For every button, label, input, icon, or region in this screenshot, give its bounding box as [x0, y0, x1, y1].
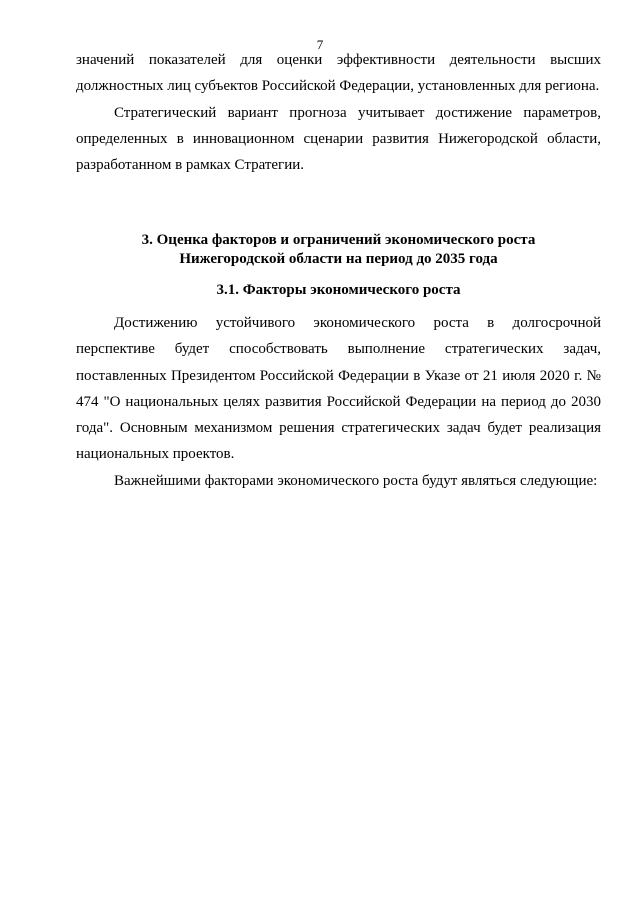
paragraph-key-factors: Важнейшими факторами экономического роста будут являться следующие: — [114, 472, 598, 489]
section-heading-line-2: Нижегородской области на период до 2035 года — [179, 251, 498, 267]
paragraph-strategic-variant: Стратегический вариант прогноза учитывает достижение параметров, определенных в инновационном сценарии развития Нижегородской области, разработанном в рамках Стратегии. — [76, 104, 601, 174]
section-heading — [76, 231, 601, 269]
text-block-intro — [76, 47, 601, 178]
text-block-factors — [76, 310, 601, 494]
section-heading-line-1: 3. Оценка факторов и ограничений экономического роста — [141, 232, 536, 248]
paragraph-continuation: значений показателей для оценки эффективности деятельности высших должностных лиц субъектов Российской Федерации, установленных для региона. — [76, 52, 601, 95]
subsection-heading — [76, 281, 601, 300]
subsection-heading-text: 3.1. Факторы экономического роста — [216, 282, 461, 298]
page-number: 7 — [316, 37, 324, 52]
paragraph-growth-goals: Достижению устойчивого экономического роста в долгосрочной перспективе будет способствовать выполнение стратегических задач, поставленных Президентом Российской Федерации в Указе от 21 июля 2020 г. № 474 "О национальных целях развития Российской Федерации на период до 2030 года". Основным механизмом решения стратегических задач будет реализация национальных проектов. — [76, 315, 601, 463]
